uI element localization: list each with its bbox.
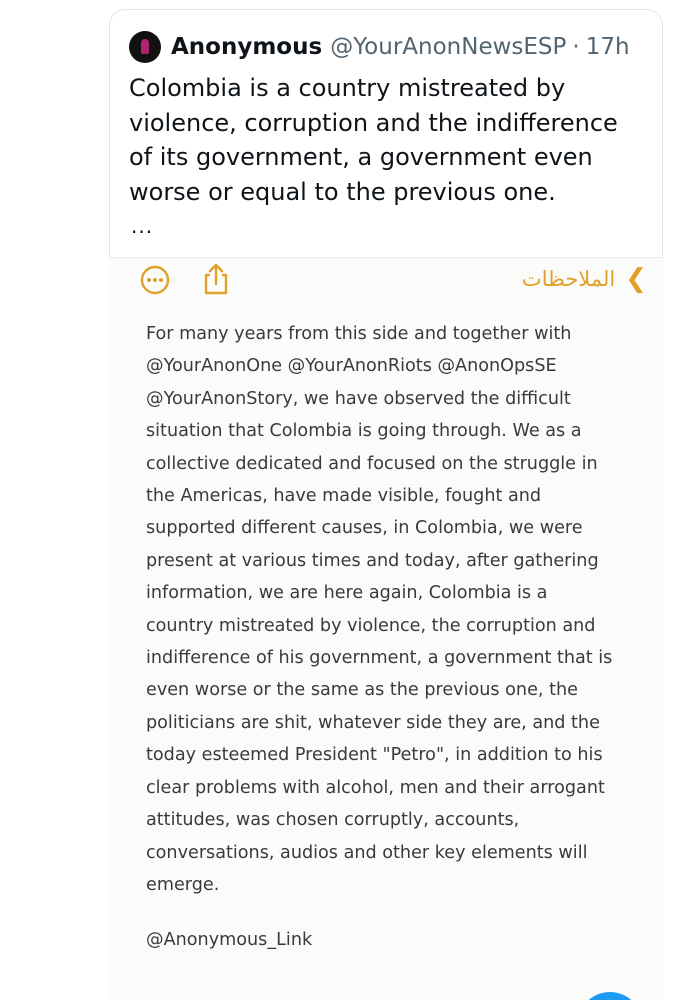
note-line: country mistreated by violence, the corruption and [146,615,596,636]
tweet-time[interactable]: 17h [585,34,630,60]
note-line: @YourAnonOne @YourAnonRiots @AnonOpsSE [146,356,557,377]
note-line: conversations, audios and other key elements will [146,842,588,863]
notes-back-link[interactable] [522,264,647,294]
note-line: supported different causes, in Colombia, we were [146,518,583,539]
chevron-icon: ❮ [625,264,647,294]
separator-dot: · [572,34,580,60]
note-body [146,318,646,901]
tweet-text-line: of its government, a government even [129,143,593,171]
share-icon[interactable] [199,262,233,296]
note-line: information, we are here again, Colombia is a [146,583,548,604]
note-line: even worse or the same as the previous one, the [146,680,578,701]
note-line: politicians are shit, whatever side they are, and the [146,712,600,733]
note-line: For many years from this side and together with [146,324,572,344]
note-line: situation that Colombia is going through. We as a [146,421,582,442]
show-more-ellipsis[interactable]: ... [131,214,154,238]
note-line: emerge. [146,874,220,895]
note-line: collective dedicated and focused on the struggle in [146,453,598,474]
note-line: present at various times and today, after gathering [146,550,599,571]
notes-label: الملاحظات [521,267,616,291]
note-line: @YourAnonStory, we have observed the difficult [146,388,571,409]
author-name[interactable]: Anonymous [171,34,323,60]
tweet-text-line: worse or equal to the previous one. [129,177,556,206]
note-line: the Americas, have made visible, fought and [146,486,542,507]
note-signature: @Anonymous_Link [146,930,313,950]
note-line: today esteemed President "Petro", in addition to his [146,745,603,766]
tweet-header [129,30,630,64]
note-line: indifference of his government, a government that is [146,648,613,669]
note-line: attitudes, was chosen corruptly, accounts, [146,810,520,831]
avatar[interactable] [129,31,161,63]
tweet-text-line: violence, corruption and the indifference [129,108,618,137]
tweet-text [129,71,629,209]
author-handle[interactable]: @YourAnonNewsESP [330,34,567,60]
ellipsis-circle-icon[interactable] [139,264,171,296]
note-line: clear problems with alcohol, men and their arrogant [146,777,605,798]
tweet-text-line: Colombia is a country mistreated by [129,74,566,102]
